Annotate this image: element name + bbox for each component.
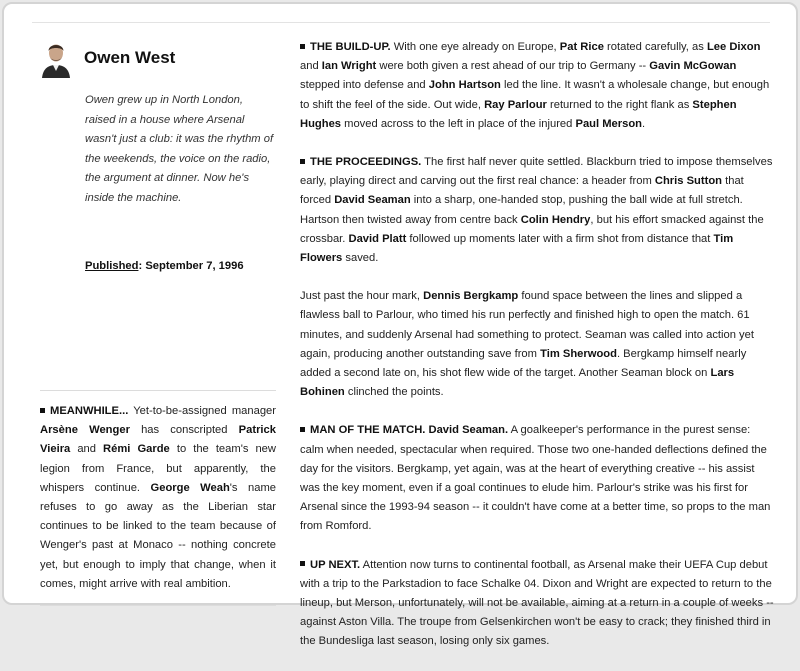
name: Gavin McGowan: [649, 60, 737, 73]
motm-heading: MAN OF THE MATCH.: [310, 424, 426, 437]
proceedings-heading: THE PROCEEDINGS.: [310, 156, 422, 169]
text: and: [70, 443, 104, 456]
published-label: Published: [85, 260, 139, 272]
name: David Seaman.: [428, 424, 509, 437]
square-bullet-icon: [300, 427, 305, 432]
text: 's name refuses to go away as the Liberian star continues to be linked to the team because of Wenger's past at Monaco -- nothing concrete yet, but enough to imply that change, when it comes, might arrive with real ambition.: [40, 481, 276, 590]
name: Ray Parlour: [484, 98, 547, 111]
article-card: [2, 2, 798, 648]
avatar: [38, 38, 74, 78]
name: David Seaman: [334, 194, 411, 207]
author-bio: Owen grew up in North London, raised in a house where Arsenal wasn't just a club: it was the rhythm of the weekends, the voice on the radio, the argument at dinner. Now he's inside the machine.: [85, 94, 274, 204]
text: rotated carefully, as: [603, 41, 707, 53]
text: saved.: [342, 252, 379, 265]
text: A goalkeeper's performance in the purest sense: calm when needed, spectacular when required. Those two one-handed deflections defined the day for the visitors. Bergkamp, yet again, was at the heart of everything creative -- his assist was the key moment, even if a goal continues to elude him. Parlour's strike was his first for Arsenal since the 1993-94 season -- it couldn't have come at a better time, so props to the man from Romford.: [300, 424, 771, 533]
proceedings-paragraph: [300, 153, 774, 268]
buildup-heading: THE BUILD-UP.: [310, 41, 391, 53]
text: Attention now turns to continental football, as Arsenal make their UEFA Cup debut with a trip to the Parkstadion to face Schalke 04. Dixon and Wright are expected to return to the lineup, but Merson, unfortunately, will not be available, aiming at a return in a couple of weeks -- against Aston Villa. The troupe from Gelsenkirchen won't be easy to crack; they finished third in the Bundesliga last season, losing only six games.: [300, 558, 774, 648]
author-header: [38, 34, 274, 84]
text: moved across to the left in place of the injured: [341, 117, 576, 130]
text: Just past the hour mark,: [300, 290, 424, 303]
text: has conscripted: [129, 424, 239, 437]
text: that forced: [300, 175, 744, 207]
name: Tim Sherwood: [540, 347, 617, 360]
upnext-heading: UP NEXT.: [310, 558, 361, 571]
author-name: Owen West: [84, 48, 176, 67]
text: into a sharp, one-handed stop, pushing the ball wide at full stretch. Hartson then twisted away from centre back: [300, 194, 743, 226]
name: Stephen Hughes: [300, 98, 737, 130]
square-bullet-icon: [300, 561, 305, 566]
square-bullet-icon: [300, 44, 305, 49]
text: stepped into defense and: [300, 79, 429, 92]
name: Paul Merson: [575, 117, 643, 130]
name: Lars Bohinen: [300, 367, 735, 399]
author-panel: [38, 34, 274, 272]
name: John Hartson: [428, 79, 501, 92]
name: Lee Dixon: [706, 41, 761, 53]
name: Arsène Wenger: [40, 424, 130, 437]
text: The first half never quite settled. Blackburn tried to impose themselves early, playing direct and carving out the first real chance: a header from: [300, 156, 773, 188]
hour-mark-paragraph: [300, 287, 774, 402]
text: .: [642, 117, 646, 130]
text: led the line. It wasn't a wholesale change, but enough to shift the feel of the side. Out wide,: [300, 79, 770, 111]
match-report: [300, 38, 774, 671]
text: . Bergkamp himself nearly added a second late on, his shot flew wide of the target. Another Seaman block on: [300, 347, 747, 380]
name: Colin Hendry: [520, 213, 591, 226]
buildup-paragraph: [300, 38, 774, 134]
published-date: September 7, 1996: [145, 260, 244, 272]
text: returned to the right flank as: [546, 98, 693, 111]
name: Pat Rice: [559, 41, 604, 53]
text: , but his effort smacked against the crossbar.: [300, 213, 764, 245]
text: With one eye already on Europe,: [390, 41, 560, 53]
square-bullet-icon: [40, 408, 45, 413]
upnext-paragraph: [300, 556, 774, 652]
name: David Platt: [348, 232, 407, 245]
text: to the team's new legion from France, but apparently, the whispers continue.: [40, 443, 276, 494]
meanwhile-sidebar: [40, 390, 276, 606]
name: Rémi Garde: [103, 443, 170, 456]
name: Tim Flowers: [300, 232, 734, 265]
text: clinched the points.: [344, 386, 444, 399]
name: Chris Sutton: [654, 175, 722, 188]
text: were both given a rest ahead of our trip to Germany --: [376, 60, 650, 73]
name: Dennis Bergkamp: [423, 290, 519, 303]
name: Ian Wright: [321, 60, 377, 73]
name: George Weah: [150, 481, 230, 494]
published-line: Published: September 7, 1996: [85, 260, 244, 272]
text: and: [300, 60, 322, 73]
text: Yet-to-be-assigned manager: [128, 405, 276, 417]
meanwhile-heading: MEANWHILE...: [50, 405, 129, 417]
name: Patrick Vieira: [40, 424, 276, 456]
square-bullet-icon: [300, 159, 305, 164]
text: followed up moments later with a firm shot from distance that: [406, 232, 714, 245]
motm-paragraph: [300, 421, 774, 536]
text: found space between the lines and slipped a flawless ball to Parlour, who timed his run perfectly and finished high to open the match. 61 minutes, and suddenly Arsenal had something to protect. Seaman was called into action yet again, producing another outstanding save from: [300, 290, 754, 360]
top-divider: [32, 22, 770, 23]
